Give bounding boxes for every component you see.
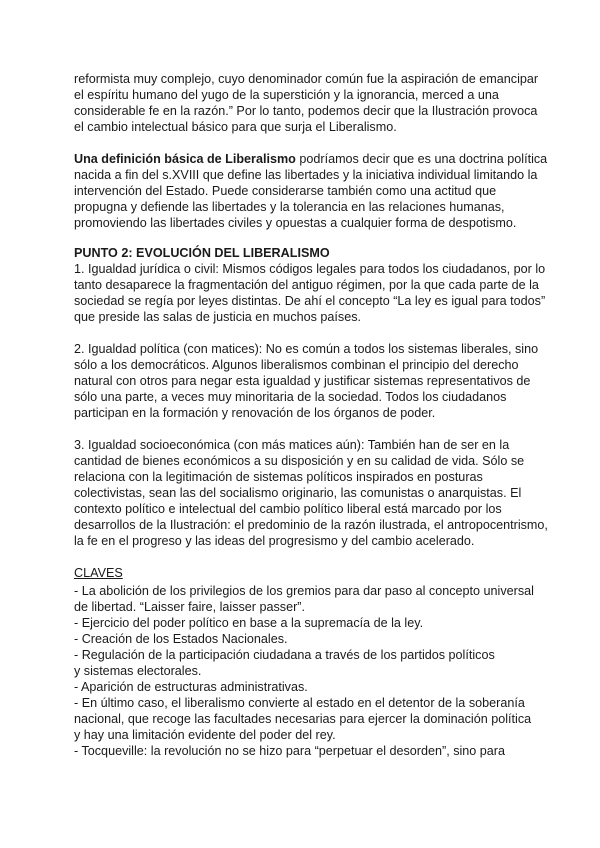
list-item	[74, 679, 544, 695]
text-line: promoviendo las libertades civiles y opuestas a cualquier forma de despotismo.	[74, 216, 517, 230]
text-line: y hay una limitación evidente del poder del rey.	[74, 728, 336, 742]
text-line: considerable fe en la razón.” Por lo tanto, podemos decir que la Ilustración provoca	[74, 104, 538, 118]
text-line: 1. Igualdad jurídica o civil: Mismos códigos legales para todos los ciudadanos, por lo	[74, 262, 546, 276]
list-item	[74, 631, 544, 647]
definition-bold-lead: Una definición básica de Liberalismo	[74, 152, 296, 166]
text-line: tanto desaparece la fragmentación del antiguo régimen, por la que cada parte de la	[74, 278, 539, 292]
section-heading: PUNTO 2: EVOLUCIÓN DEL LIBERALISMO	[74, 246, 330, 260]
punto2-paragraph-2	[74, 341, 544, 421]
text-line: - Regulación de la participación ciudadana a través de los partidos políticos	[74, 648, 495, 662]
definition-paragraph	[74, 151, 548, 231]
text-line: propugna y defiende las libertades y la tolerancia en las relaciones humanas,	[74, 200, 505, 214]
text-line: contexto político e intelectual del cambio político liberal está marcado por los	[74, 502, 502, 516]
punto2-section-p1	[74, 245, 544, 325]
text-line: intervención del Estado. Puede considerarse también como una actitud que	[74, 184, 497, 198]
punto2-paragraph-3	[74, 437, 548, 549]
claves-heading: CLAVES	[74, 566, 123, 580]
list-item	[74, 743, 544, 759]
text-line: colectivistas, sean las del socialismo originario, las comunistas o anarquistas. El	[74, 486, 522, 500]
text-line: - En último caso, el liberalismo convierte al estado en el detentor de la soberanía	[74, 696, 525, 710]
text-line: que preside las salas de justicia en muchos países.	[74, 310, 362, 324]
text-line: nacional, que recoge las facultades necesarias para ejercer la dominación política	[74, 712, 532, 726]
text-line: de libertad. “Laisser faire, laisser passer”.	[74, 600, 305, 614]
definition-first-line-rest: podríamos decir que es una doctrina política	[295, 152, 548, 166]
list-item	[74, 695, 544, 743]
text-line: nacida a fin del s.XVIII que define las libertades y la iniciativa individual limitando la	[74, 168, 538, 182]
text-line: 3. Igualdad socioeconómica (con más matices aún): También han de ser en la	[74, 438, 510, 452]
list-item	[74, 615, 544, 631]
list-item	[74, 583, 544, 615]
text-line: desarrollos de la Ilustración: el predominio de la razón ilustrada, el antropocentrismo,	[74, 518, 548, 532]
text-line	[74, 151, 548, 167]
text-line: - La abolición de los privilegios de los gremios para dar paso al concepto universal	[74, 584, 534, 598]
text-line: sólo a los democráticos. Algunos liberalismos combinan el principio del derecho	[74, 358, 519, 372]
intro-paragraph	[74, 71, 544, 135]
text-line: cantidad de bienes económicos a su disposición y en su calidad de vida. Sólo se	[74, 454, 525, 468]
text-line: sólo una parte, a veces muy minoritaria de la sociedad. Todos los ciudadanos	[74, 390, 507, 404]
text-line: 2. Igualdad política (con matices): No es común a todos los sistemas liberales, sino	[74, 342, 539, 356]
text-line: el cambio intelectual básico para que surja el Liberalismo.	[74, 120, 397, 134]
text-line: relaciona con la legitimación de sistemas políticos inspirados en posturas	[74, 470, 483, 484]
text-line: natural con otros para negar esta igualdad y justificar sistemas representativos de	[74, 374, 531, 388]
list-item	[74, 647, 544, 679]
text-line: participan en la formación y renovación de los órganos de poder.	[74, 406, 436, 420]
text-line: - Creación de los Estados Nacionales.	[74, 632, 288, 646]
text-line: y sistemas electorales.	[74, 664, 202, 678]
text-line: el espíritu humano del yugo de la superstición y la ignorancia, merced a una	[74, 88, 499, 102]
text-line: reformista muy complejo, cuyo denominador común fue la aspiración de emancipar	[74, 72, 539, 86]
document-page	[74, 71, 548, 759]
text-line: - Aparición de estructuras administrativas.	[74, 680, 308, 694]
text-line: - Ejercicio del poder político en base a la supremacía de la ley.	[74, 616, 424, 630]
claves-section	[74, 565, 544, 759]
text-line: la fe en el progreso y las ideas del progresismo y del cambio acelerado.	[74, 534, 475, 548]
text-line: sociedad se regía por leyes distintas. De ahí el concepto “La ley es igual para todos”	[74, 294, 546, 308]
text-line: - Tocqueville: la revolución no se hizo para “perpetuar el desorden”, sino para	[74, 744, 506, 758]
